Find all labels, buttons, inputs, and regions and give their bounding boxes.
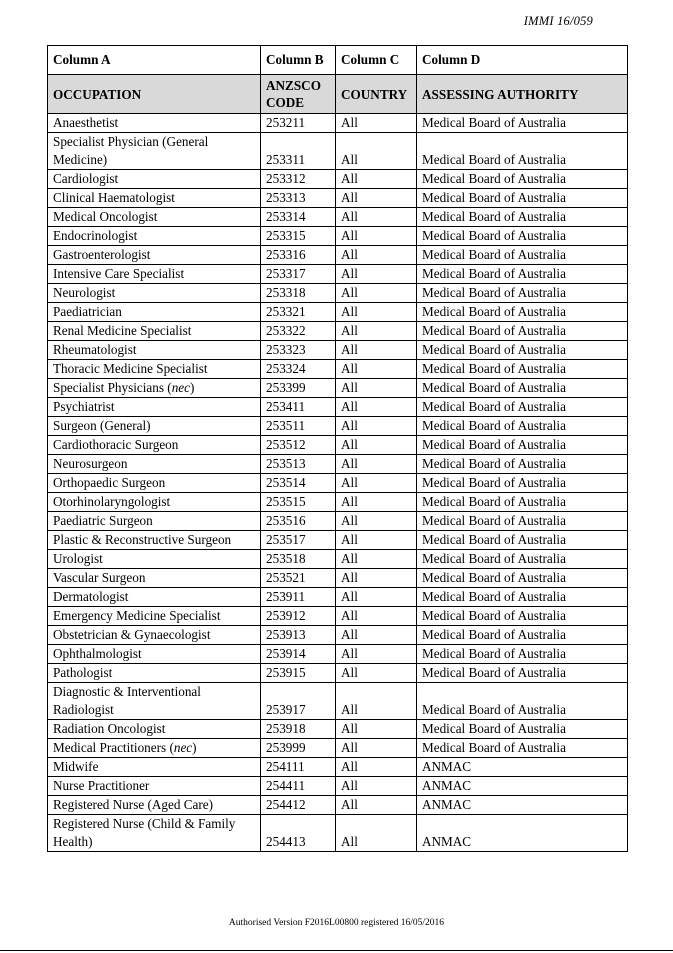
table-row bbox=[48, 227, 628, 246]
assessing-authority-cell: Medical Board of Australia bbox=[417, 626, 628, 645]
occupation-text: Paediatrician bbox=[53, 304, 122, 319]
assessing-authority-cell: Medical Board of Australia bbox=[417, 720, 628, 739]
country-cell: All bbox=[336, 170, 417, 189]
occupation-text: Intensive Care Specialist bbox=[53, 266, 185, 281]
occupation-text: Gastroenterologist bbox=[53, 247, 151, 262]
anzsco-code-cell: 253518 bbox=[261, 550, 336, 569]
occupation-text: Specialist Physician (General Medicine) bbox=[53, 134, 209, 167]
table-row bbox=[48, 720, 628, 739]
occupation-cell bbox=[48, 170, 261, 189]
occupation-cell bbox=[48, 645, 261, 664]
country-cell: All bbox=[336, 645, 417, 664]
country-cell: All bbox=[336, 512, 417, 531]
anzsco-code-cell: 253514 bbox=[261, 474, 336, 493]
occupation-text: Specialist Physicians ( bbox=[53, 380, 172, 395]
occupation-cell bbox=[48, 208, 261, 227]
assessing-authority-cell: Medical Board of Australia bbox=[417, 531, 628, 550]
table-row bbox=[48, 531, 628, 550]
column-a-label: Column A bbox=[48, 46, 261, 75]
assessing-authority-cell: ANMAC bbox=[417, 777, 628, 796]
occupation-cell bbox=[48, 664, 261, 683]
country-cell: All bbox=[336, 133, 417, 170]
anzsco-code-cell: 253999 bbox=[261, 739, 336, 758]
occupation-text: Paediatric Surgeon bbox=[53, 513, 153, 528]
header-row bbox=[48, 75, 628, 114]
anzsco-code-cell: 253399 bbox=[261, 379, 336, 398]
assessing-authority-cell: Medical Board of Australia bbox=[417, 417, 628, 436]
country-cell: All bbox=[336, 739, 417, 758]
table-row bbox=[48, 739, 628, 758]
country-cell: All bbox=[336, 208, 417, 227]
occupation-text: Pathologist bbox=[53, 665, 113, 680]
occupation-text: Registered Nurse (Aged Care) bbox=[53, 797, 214, 812]
table-row bbox=[48, 758, 628, 777]
occupation-cell bbox=[48, 569, 261, 588]
occupation-cell bbox=[48, 246, 261, 265]
occupation-table-body bbox=[48, 114, 628, 852]
assessing-authority-cell: Medical Board of Australia bbox=[417, 550, 628, 569]
table-row bbox=[48, 474, 628, 493]
assessing-authority-cell: ANMAC bbox=[417, 815, 628, 852]
column-b-label: Column B bbox=[261, 46, 336, 75]
occupation-text: Diagnostic & Interventional Radiologist bbox=[53, 684, 201, 717]
column-label-row bbox=[48, 46, 628, 75]
assessing-authority-cell: Medical Board of Australia bbox=[417, 398, 628, 417]
country-cell: All bbox=[336, 189, 417, 208]
anzsco-code-cell: 253911 bbox=[261, 588, 336, 607]
country-cell: All bbox=[336, 436, 417, 455]
table-row bbox=[48, 777, 628, 796]
country-cell: All bbox=[336, 683, 417, 720]
occupation-cell bbox=[48, 133, 261, 170]
assessing-authority-cell: Medical Board of Australia bbox=[417, 569, 628, 588]
anzsco-code-cell: 253315 bbox=[261, 227, 336, 246]
occupation-cell bbox=[48, 284, 261, 303]
occupation-text: Thoracic Medicine Specialist bbox=[53, 361, 208, 376]
column-c-label: Column C bbox=[336, 46, 417, 75]
occupation-cell bbox=[48, 303, 261, 322]
assessing-authority-header: ASSESSING AUTHORITY bbox=[417, 75, 628, 114]
anzsco-code-cell: 254413 bbox=[261, 815, 336, 852]
occupation-text: Neurosurgeon bbox=[53, 456, 128, 471]
country-cell: All bbox=[336, 607, 417, 626]
anzsco-code-cell: 253515 bbox=[261, 493, 336, 512]
occupation-text: Otorhinolaryngologist bbox=[53, 494, 171, 509]
country-cell: All bbox=[336, 796, 417, 815]
country-cell: All bbox=[336, 531, 417, 550]
document-reference: IMMI 16/059 bbox=[523, 14, 593, 28]
table-row bbox=[48, 436, 628, 455]
assessing-authority-cell: Medical Board of Australia bbox=[417, 265, 628, 284]
occupation-text: Urologist bbox=[53, 551, 103, 566]
table-row bbox=[48, 360, 628, 379]
occupation-text: Vascular Surgeon bbox=[53, 570, 146, 585]
assessing-authority-cell: Medical Board of Australia bbox=[417, 303, 628, 322]
occupation-cell bbox=[48, 512, 261, 531]
occupation-cell bbox=[48, 114, 261, 133]
occupation-text: Rheumatologist bbox=[53, 342, 137, 357]
anzsco-code-cell: 253411 bbox=[261, 398, 336, 417]
occupation-text: Ophthalmologist bbox=[53, 646, 142, 661]
occupation-cell bbox=[48, 341, 261, 360]
occupation-cell bbox=[48, 493, 261, 512]
occupation-cell bbox=[48, 683, 261, 720]
table-row bbox=[48, 607, 628, 626]
assessing-authority-cell: Medical Board of Australia bbox=[417, 322, 628, 341]
occupation-text: Plastic & Reconstructive Surgeon bbox=[53, 532, 232, 547]
occupation-text: Dermatologist bbox=[53, 589, 129, 604]
country-header: COUNTRY bbox=[336, 75, 417, 114]
country-cell: All bbox=[336, 114, 417, 133]
table-row bbox=[48, 379, 628, 398]
assessing-authority-cell: Medical Board of Australia bbox=[417, 227, 628, 246]
assessing-authority-cell: Medical Board of Australia bbox=[417, 474, 628, 493]
assessing-authority-cell: Medical Board of Australia bbox=[417, 436, 628, 455]
assessing-authority-cell: Medical Board of Australia bbox=[417, 645, 628, 664]
anzsco-code-cell: 253918 bbox=[261, 720, 336, 739]
occupation-cell bbox=[48, 626, 261, 645]
assessing-authority-cell: ANMAC bbox=[417, 796, 628, 815]
assessing-authority-cell: Medical Board of Australia bbox=[417, 341, 628, 360]
occupation-cell bbox=[48, 379, 261, 398]
occupation-text: Endocrinologist bbox=[53, 228, 138, 243]
occupation-text: Nurse Practitioner bbox=[53, 778, 150, 793]
assessing-authority-cell: Medical Board of Australia bbox=[417, 512, 628, 531]
occupation-text: Registered Nurse (Child & Family Health) bbox=[53, 816, 236, 849]
country-cell: All bbox=[336, 341, 417, 360]
table-row bbox=[48, 322, 628, 341]
occupation-text: Radiation Oncologist bbox=[53, 721, 166, 736]
anzsco-code-cell: 253211 bbox=[261, 114, 336, 133]
occupation-text: Renal Medicine Specialist bbox=[53, 323, 192, 338]
anzsco-code-cell: 253917 bbox=[261, 683, 336, 720]
table-row bbox=[48, 208, 628, 227]
assessing-authority-cell: Medical Board of Australia bbox=[417, 588, 628, 607]
anzsco-code-cell: 254111 bbox=[261, 758, 336, 777]
anzsco-code-cell: 253324 bbox=[261, 360, 336, 379]
occupation-cell bbox=[48, 531, 261, 550]
anzsco-code-cell: 253512 bbox=[261, 436, 336, 455]
occupation-suffix: ) bbox=[192, 740, 197, 755]
table-row bbox=[48, 246, 628, 265]
country-cell: All bbox=[336, 815, 417, 852]
assessing-authority-cell: Medical Board of Australia bbox=[417, 455, 628, 474]
assessing-authority-cell: Medical Board of Australia bbox=[417, 170, 628, 189]
assessing-authority-cell: Medical Board of Australia bbox=[417, 284, 628, 303]
table-row bbox=[48, 550, 628, 569]
table-row bbox=[48, 133, 628, 170]
country-cell: All bbox=[336, 284, 417, 303]
anzsco-code-cell: 253314 bbox=[261, 208, 336, 227]
table-row bbox=[48, 398, 628, 417]
nec-abbreviation: nec bbox=[171, 380, 190, 395]
occupation-text: Clinical Haematologist bbox=[53, 190, 175, 205]
country-cell: All bbox=[336, 720, 417, 739]
page-bottom-rule bbox=[0, 950, 673, 951]
assessing-authority-cell: Medical Board of Australia bbox=[417, 246, 628, 265]
table-row bbox=[48, 417, 628, 436]
anzsco-code-cell: 253318 bbox=[261, 284, 336, 303]
country-cell: All bbox=[336, 758, 417, 777]
column-d-label: Column D bbox=[417, 46, 628, 75]
occupation-text: Orthopaedic Surgeon bbox=[53, 475, 166, 490]
table-row bbox=[48, 588, 628, 607]
occupation-cell bbox=[48, 322, 261, 341]
occupation-cell bbox=[48, 777, 261, 796]
table-row bbox=[48, 170, 628, 189]
occupation-cell bbox=[48, 360, 261, 379]
anzsco-code-cell: 253322 bbox=[261, 322, 336, 341]
table-row bbox=[48, 683, 628, 720]
occupation-cell bbox=[48, 758, 261, 777]
table-row bbox=[48, 512, 628, 531]
occupation-text: Cardiothoracic Surgeon bbox=[53, 437, 179, 452]
assessing-authority-cell: ANMAC bbox=[417, 758, 628, 777]
country-cell: All bbox=[336, 626, 417, 645]
table-row bbox=[48, 645, 628, 664]
occupation-cell bbox=[48, 588, 261, 607]
country-cell: All bbox=[336, 455, 417, 474]
occupation-text: Emergency Medicine Specialist bbox=[53, 608, 221, 623]
occupation-text: Psychiatrist bbox=[53, 399, 115, 414]
anzsco-code-cell: 254411 bbox=[261, 777, 336, 796]
footer-authorised-version: Authorised Version F2016L00800 registered 16/05/2016 bbox=[228, 918, 445, 928]
assessing-authority-cell: Medical Board of Australia bbox=[417, 683, 628, 720]
table-row bbox=[48, 303, 628, 322]
occupation-cell bbox=[48, 607, 261, 626]
anzsco-code-cell: 253317 bbox=[261, 265, 336, 284]
anzsco-code-cell: 253316 bbox=[261, 246, 336, 265]
country-cell: All bbox=[336, 569, 417, 588]
country-cell: All bbox=[336, 550, 417, 569]
occupation-suffix: ) bbox=[190, 380, 195, 395]
occupation-cell bbox=[48, 189, 261, 208]
country-cell: All bbox=[336, 322, 417, 341]
occupation-cell bbox=[48, 265, 261, 284]
country-cell: All bbox=[336, 777, 417, 796]
assessing-authority-cell: Medical Board of Australia bbox=[417, 493, 628, 512]
country-cell: All bbox=[336, 379, 417, 398]
assessing-authority-cell: Medical Board of Australia bbox=[417, 133, 628, 170]
anzsco-code-cell: 253321 bbox=[261, 303, 336, 322]
assessing-authority-cell: Medical Board of Australia bbox=[417, 607, 628, 626]
occupation-cell bbox=[48, 550, 261, 569]
anzsco-code-cell: 253915 bbox=[261, 664, 336, 683]
occupation-text: Obstetrician & Gynaecologist bbox=[53, 627, 211, 642]
country-cell: All bbox=[336, 398, 417, 417]
occupation-text: Medical Oncologist bbox=[53, 209, 158, 224]
table-row bbox=[48, 189, 628, 208]
country-cell: All bbox=[336, 303, 417, 322]
occupation-cell bbox=[48, 796, 261, 815]
table-row bbox=[48, 493, 628, 512]
occupation-cell bbox=[48, 739, 261, 758]
table-row bbox=[48, 284, 628, 303]
occupation-text: Medical Practitioners ( bbox=[53, 740, 174, 755]
table-row bbox=[48, 796, 628, 815]
anzsco-code-cell: 253913 bbox=[261, 626, 336, 645]
anzsco-code-cell: 254412 bbox=[261, 796, 336, 815]
assessing-authority-cell: Medical Board of Australia bbox=[417, 664, 628, 683]
occupation-cell bbox=[48, 474, 261, 493]
occupation-cell bbox=[48, 227, 261, 246]
table-row bbox=[48, 815, 628, 852]
occupation-table bbox=[47, 45, 628, 852]
anzsco-code-cell: 253323 bbox=[261, 341, 336, 360]
anzsco-code-cell: 253914 bbox=[261, 645, 336, 664]
country-cell: All bbox=[336, 493, 417, 512]
assessing-authority-cell: Medical Board of Australia bbox=[417, 208, 628, 227]
occupation-text: Surgeon (General) bbox=[53, 418, 151, 433]
assessing-authority-cell: Medical Board of Australia bbox=[417, 739, 628, 758]
occupation-cell bbox=[48, 436, 261, 455]
occupation-text: Midwife bbox=[53, 759, 99, 774]
anzsco-code-cell: 253511 bbox=[261, 417, 336, 436]
anzsco-code-cell: 253517 bbox=[261, 531, 336, 550]
country-cell: All bbox=[336, 265, 417, 284]
country-cell: All bbox=[336, 588, 417, 607]
anzsco-code-cell: 253313 bbox=[261, 189, 336, 208]
occupation-header: OCCUPATION bbox=[48, 75, 261, 114]
country-cell: All bbox=[336, 246, 417, 265]
occupation-cell bbox=[48, 455, 261, 474]
occupation-cell bbox=[48, 720, 261, 739]
table-row bbox=[48, 265, 628, 284]
table-row bbox=[48, 341, 628, 360]
country-cell: All bbox=[336, 227, 417, 246]
occupation-text: Cardiologist bbox=[53, 171, 119, 186]
occupation-cell bbox=[48, 815, 261, 852]
anzsco-code-cell: 253912 bbox=[261, 607, 336, 626]
anzsco-code-cell: 253311 bbox=[261, 133, 336, 170]
assessing-authority-cell: Medical Board of Australia bbox=[417, 114, 628, 133]
table-row bbox=[48, 114, 628, 133]
anzsco-code-cell: 253513 bbox=[261, 455, 336, 474]
nec-abbreviation: nec bbox=[173, 740, 193, 755]
country-cell: All bbox=[336, 664, 417, 683]
table-row bbox=[48, 569, 628, 588]
anzsco-code-cell: 253312 bbox=[261, 170, 336, 189]
table-row bbox=[48, 664, 628, 683]
table-row bbox=[48, 455, 628, 474]
anzsco-code-header: ANZSCO CODE bbox=[261, 75, 336, 114]
occupation-text: Anaesthetist bbox=[53, 115, 119, 130]
anzsco-code-cell: 253516 bbox=[261, 512, 336, 531]
assessing-authority-cell: Medical Board of Australia bbox=[417, 189, 628, 208]
country-cell: All bbox=[336, 474, 417, 493]
table-row bbox=[48, 626, 628, 645]
occupation-cell bbox=[48, 398, 261, 417]
anzsco-code-cell: 253521 bbox=[261, 569, 336, 588]
occupation-cell bbox=[48, 417, 261, 436]
assessing-authority-cell: Medical Board of Australia bbox=[417, 379, 628, 398]
assessing-authority-cell: Medical Board of Australia bbox=[417, 360, 628, 379]
country-cell: All bbox=[336, 360, 417, 379]
occupation-text: Neurologist bbox=[53, 285, 116, 300]
country-cell: All bbox=[336, 417, 417, 436]
